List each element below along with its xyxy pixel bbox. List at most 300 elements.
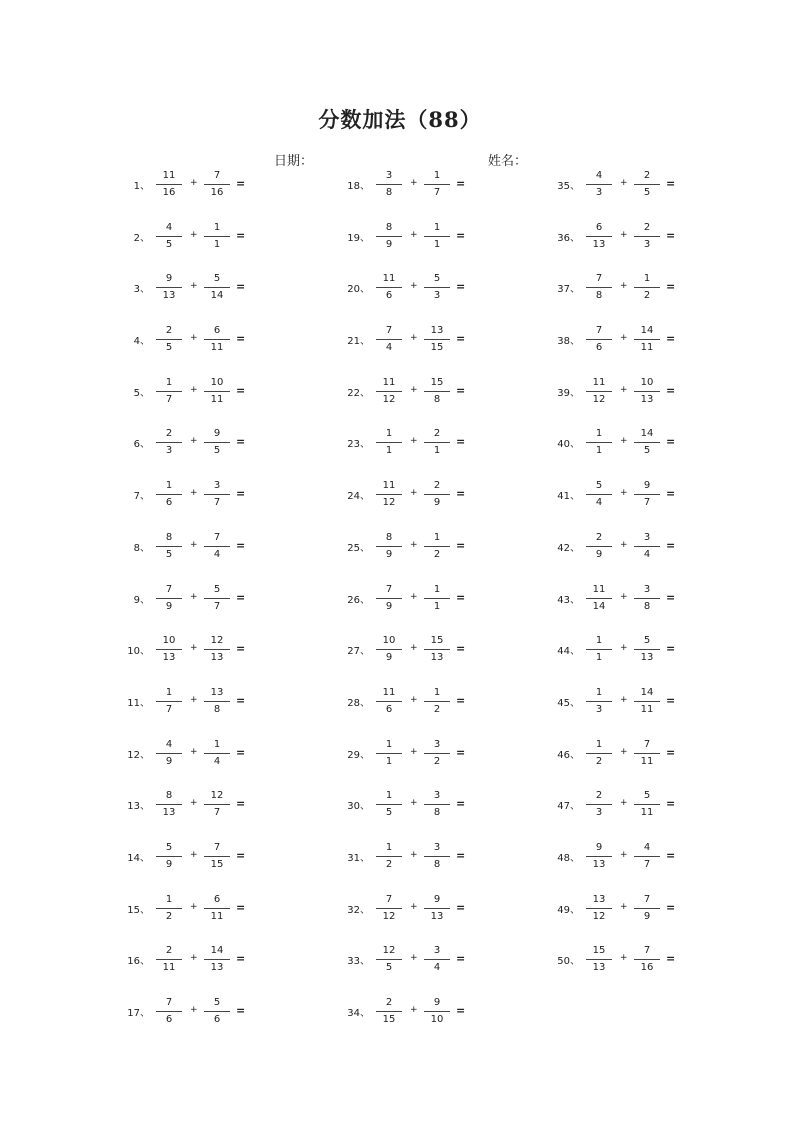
plus-sign: + — [620, 333, 628, 344]
denominator: 12 — [382, 497, 396, 509]
problem-item — [112, 315, 332, 367]
denominator: 4 — [385, 342, 393, 354]
fraction-first — [156, 325, 182, 354]
denominator: 14 — [592, 600, 606, 612]
plus-sign: + — [410, 798, 418, 809]
denominator: 11 — [210, 393, 224, 405]
fraction-second — [204, 739, 230, 768]
plus-sign: + — [410, 436, 418, 447]
numerator: 9 — [204, 428, 230, 443]
fraction-second — [204, 584, 230, 613]
numerator: 1 — [156, 480, 182, 495]
denominator: 13 — [162, 807, 176, 819]
numerator: 1 — [204, 739, 230, 754]
problem-number: 40、 — [557, 439, 580, 451]
plus-sign: + — [190, 384, 198, 395]
numerator: 10 — [204, 377, 230, 392]
problem-item — [332, 625, 552, 677]
plus-sign: + — [620, 436, 628, 447]
numerator: 1 — [424, 222, 450, 237]
denominator: 13 — [162, 652, 176, 664]
numerator: 1 — [424, 532, 450, 547]
fraction-first — [586, 325, 612, 354]
fraction-first — [156, 428, 182, 457]
fraction-first — [156, 170, 182, 199]
equals-sign: = — [236, 280, 246, 294]
fraction-second — [204, 273, 230, 302]
problem-number: 45、 — [557, 697, 580, 709]
fraction-second — [634, 635, 660, 664]
numerator: 2 — [424, 480, 450, 495]
denominator: 9 — [385, 548, 393, 560]
denominator: 5 — [385, 807, 393, 819]
equals-sign: = — [456, 383, 466, 397]
fraction-second — [424, 273, 450, 302]
denominator: 1 — [385, 755, 393, 767]
denominator: 5 — [643, 445, 651, 457]
problem-number: 2、 — [133, 232, 150, 244]
plus-sign: + — [190, 488, 198, 499]
denominator: 8 — [433, 807, 441, 819]
numerator: 7 — [634, 739, 660, 754]
numerator: 1 — [586, 428, 612, 443]
numerator: 11 — [376, 687, 402, 702]
fraction-second — [424, 170, 450, 199]
equals-sign: = — [236, 332, 246, 346]
numerator: 1 — [376, 842, 402, 857]
problem-number: 1、 — [133, 181, 150, 192]
numerator: 1 — [376, 739, 402, 754]
problem-item — [112, 367, 332, 419]
plus-sign: + — [410, 901, 418, 912]
problem-number: 14、 — [127, 852, 150, 864]
plus-sign: + — [620, 281, 628, 292]
denominator: 13 — [210, 652, 224, 664]
denominator: 4 — [595, 497, 603, 509]
equals-sign: = — [236, 228, 246, 242]
denominator: 13 — [162, 290, 176, 302]
problem-item — [332, 935, 552, 987]
problem-number: 41、 — [557, 491, 580, 503]
numerator: 14 — [634, 325, 660, 340]
numerator: 1 — [204, 222, 230, 237]
problem-item — [112, 574, 332, 626]
denominator: 11 — [640, 755, 654, 767]
numerator: 6 — [204, 894, 230, 909]
problem-item — [542, 832, 762, 884]
fraction-first — [156, 377, 182, 406]
equals-sign: = — [236, 642, 246, 656]
numerator: 7 — [204, 170, 230, 185]
fraction-first — [586, 945, 612, 974]
plus-sign: + — [410, 539, 418, 550]
problem-item — [112, 832, 332, 884]
fraction-first — [586, 273, 612, 302]
equals-sign: = — [456, 848, 466, 862]
numerator: 5 — [204, 584, 230, 599]
fraction-first — [586, 790, 612, 819]
problem-item — [112, 625, 332, 677]
denominator: 7 — [213, 807, 221, 819]
problem-item — [332, 574, 552, 626]
problem-number: 27、 — [347, 646, 370, 658]
numerator: 7 — [376, 584, 402, 599]
denominator: 2 — [165, 910, 173, 922]
denominator: 8 — [433, 858, 441, 870]
problem-number: 28、 — [347, 697, 370, 709]
fraction-first — [156, 635, 182, 664]
fraction-second — [204, 635, 230, 664]
fraction-first — [156, 842, 182, 871]
problem-item — [332, 884, 552, 936]
equals-sign: = — [666, 642, 676, 656]
denominator: 12 — [592, 910, 606, 922]
numerator: 2 — [634, 222, 660, 237]
equals-sign: = — [666, 228, 676, 242]
numerator: 9 — [424, 894, 450, 909]
problem-item — [542, 625, 762, 677]
problem-item — [332, 677, 552, 729]
problem-item — [112, 470, 332, 522]
denominator: 11 — [210, 910, 224, 922]
fraction-second — [634, 584, 660, 613]
denominator: 9 — [165, 755, 173, 767]
numerator: 11 — [376, 480, 402, 495]
denominator: 7 — [433, 187, 441, 198]
numerator: 6 — [204, 325, 230, 340]
problem-item — [542, 160, 762, 212]
denominator: 7 — [165, 393, 173, 405]
fraction-second — [204, 377, 230, 406]
numerator: 14 — [634, 687, 660, 702]
problem-number: 26、 — [347, 594, 370, 606]
numerator: 2 — [376, 997, 402, 1012]
problem-item — [332, 418, 552, 470]
fraction-first — [376, 377, 402, 406]
numerator: 7 — [376, 325, 402, 340]
fraction-second — [634, 739, 660, 768]
denominator: 12 — [382, 393, 396, 405]
numerator: 2 — [156, 325, 182, 340]
numerator: 10 — [634, 377, 660, 392]
equals-sign: = — [666, 332, 676, 346]
fraction-first — [376, 894, 402, 923]
problem-number: 31、 — [347, 852, 370, 864]
numerator: 8 — [376, 222, 402, 237]
fraction-second — [204, 170, 230, 199]
numerator: 7 — [586, 273, 612, 288]
plus-sign: + — [190, 849, 198, 860]
denominator: 5 — [165, 342, 173, 354]
fraction-second — [424, 584, 450, 613]
numerator: 12 — [204, 790, 230, 805]
plus-sign: + — [620, 901, 628, 912]
equals-sign: = — [236, 487, 246, 501]
problem-item — [332, 780, 552, 832]
denominator: 3 — [595, 187, 603, 198]
denominator: 2 — [433, 755, 441, 767]
denominator: 4 — [213, 755, 221, 767]
problem-number: 38、 — [557, 336, 580, 348]
plus-sign: + — [190, 953, 198, 964]
numerator: 12 — [204, 635, 230, 650]
denominator: 6 — [213, 1014, 221, 1025]
denominator: 13 — [592, 962, 606, 974]
problem-number: 50、 — [557, 956, 580, 968]
numerator: 7 — [156, 997, 182, 1012]
numerator: 5 — [204, 997, 230, 1012]
numerator: 8 — [156, 532, 182, 547]
denominator: 13 — [430, 910, 444, 922]
equals-sign: = — [666, 590, 676, 604]
denominator: 5 — [643, 187, 651, 198]
equals-sign: = — [236, 848, 246, 862]
fraction-second — [204, 532, 230, 561]
numerator: 7 — [634, 945, 660, 960]
problem-item — [112, 263, 332, 315]
problem-item — [542, 677, 762, 729]
numerator: 15 — [586, 945, 612, 960]
equals-sign: = — [666, 383, 676, 397]
problem-item — [542, 574, 762, 626]
fraction-first — [376, 687, 402, 716]
problem-item — [542, 367, 762, 419]
fraction-second — [634, 170, 660, 199]
equals-sign: = — [456, 797, 466, 811]
numerator: 15 — [424, 635, 450, 650]
plus-sign: + — [410, 384, 418, 395]
denominator: 1 — [213, 238, 221, 250]
problem-item — [542, 263, 762, 315]
numerator: 5 — [424, 273, 450, 288]
equals-sign: = — [236, 745, 246, 759]
fraction-first — [586, 842, 612, 871]
problem-number: 43、 — [557, 594, 580, 606]
problem-number: 47、 — [557, 801, 580, 813]
fraction-second — [424, 894, 450, 923]
fraction-second — [204, 480, 230, 509]
problem-item — [542, 418, 762, 470]
fraction-second — [634, 428, 660, 457]
fraction-second — [204, 428, 230, 457]
fraction-first — [376, 480, 402, 509]
denominator: 6 — [385, 703, 393, 715]
problem-number: 23、 — [347, 439, 370, 451]
denominator: 9 — [643, 910, 651, 922]
denominator: 2 — [433, 703, 441, 715]
problem-number: 29、 — [347, 749, 370, 761]
fraction-second — [204, 325, 230, 354]
fraction-first — [376, 428, 402, 457]
equals-sign: = — [236, 538, 246, 552]
plus-sign: + — [620, 178, 628, 188]
fraction-second — [204, 687, 230, 716]
problem-number: 9、 — [133, 594, 150, 606]
denominator: 15 — [430, 342, 444, 354]
fraction-first — [376, 170, 402, 199]
denominator: 11 — [640, 703, 654, 715]
fraction-second — [424, 842, 450, 871]
plus-sign: + — [620, 953, 628, 964]
plus-sign: + — [410, 746, 418, 757]
denominator: 9 — [595, 548, 603, 560]
problem-item — [112, 160, 332, 212]
fraction-first — [376, 945, 402, 974]
problem-number: 18、 — [347, 181, 370, 192]
problem-item — [332, 315, 552, 367]
denominator: 16 — [640, 962, 654, 974]
plus-sign: + — [190, 746, 198, 757]
denominator: 6 — [165, 497, 173, 509]
problem-number: 21、 — [347, 336, 370, 348]
denominator: 1 — [595, 445, 603, 457]
denominator: 3 — [433, 290, 441, 302]
numerator: 8 — [376, 532, 402, 547]
equals-sign: = — [456, 1004, 466, 1017]
fraction-first — [156, 790, 182, 819]
fraction-second — [634, 273, 660, 302]
problem-number: 10、 — [127, 646, 150, 658]
numerator: 1 — [586, 687, 612, 702]
fraction-first — [586, 739, 612, 768]
equals-sign: = — [236, 435, 246, 449]
problem-number: 33、 — [347, 956, 370, 968]
equals-sign: = — [666, 280, 676, 294]
numerator: 4 — [586, 170, 612, 185]
fraction-second — [424, 480, 450, 509]
equals-sign: = — [236, 900, 246, 914]
problem-item — [112, 729, 332, 781]
problem-number: 46、 — [557, 749, 580, 761]
fraction-second — [204, 842, 230, 871]
numerator: 8 — [156, 790, 182, 805]
fraction-second — [424, 997, 450, 1026]
fraction-second — [204, 222, 230, 251]
denominator: 1 — [595, 652, 603, 664]
denominator: 8 — [213, 703, 221, 715]
numerator: 2 — [424, 428, 450, 443]
numerator: 1 — [156, 377, 182, 392]
fraction-second — [424, 687, 450, 716]
numerator: 2 — [156, 945, 182, 960]
problem-number: 20、 — [347, 284, 370, 296]
equals-sign: = — [456, 590, 466, 604]
fraction-second — [424, 532, 450, 561]
denominator: 8 — [595, 290, 603, 302]
problem-number: 35、 — [557, 181, 580, 192]
fraction-second — [634, 377, 660, 406]
plus-sign: + — [190, 178, 198, 188]
problem-item — [332, 987, 552, 1039]
fraction-first — [376, 532, 402, 561]
problem-number: 36、 — [557, 232, 580, 244]
denominator: 2 — [433, 548, 441, 560]
problem-item — [332, 160, 552, 212]
plus-sign: + — [410, 643, 418, 654]
problem-number: 7、 — [133, 491, 150, 503]
equals-sign: = — [666, 487, 676, 501]
denominator: 4 — [643, 548, 651, 560]
problem-number: 34、 — [347, 1008, 370, 1019]
equals-sign: = — [236, 952, 246, 966]
denominator: 5 — [165, 238, 173, 250]
denominator: 16 — [210, 187, 224, 198]
plus-sign: + — [410, 953, 418, 964]
fraction-second — [424, 222, 450, 251]
denominator: 1 — [385, 445, 393, 457]
numerator: 1 — [156, 894, 182, 909]
denominator: 5 — [165, 548, 173, 560]
numerator: 1 — [156, 687, 182, 702]
denominator: 11 — [210, 342, 224, 354]
denominator: 7 — [165, 703, 173, 715]
plus-sign: + — [190, 694, 198, 705]
fraction-second — [634, 842, 660, 871]
numerator: 2 — [586, 790, 612, 805]
numerator: 1 — [586, 739, 612, 754]
fraction-second — [424, 635, 450, 664]
fraction-first — [376, 635, 402, 664]
plus-sign: + — [410, 694, 418, 705]
equals-sign: = — [236, 590, 246, 604]
equals-sign: = — [666, 900, 676, 914]
fraction-first — [376, 739, 402, 768]
problem-column-3 — [542, 160, 762, 987]
problem-number: 24、 — [347, 491, 370, 503]
problem-item — [112, 987, 332, 1039]
numerator: 7 — [586, 325, 612, 340]
fraction-second — [634, 790, 660, 819]
plus-sign: + — [410, 849, 418, 860]
fraction-second — [204, 997, 230, 1026]
equals-sign: = — [666, 538, 676, 552]
denominator: 2 — [643, 290, 651, 302]
plus-sign: + — [410, 281, 418, 292]
equals-sign: = — [456, 332, 466, 346]
fraction-first — [376, 790, 402, 819]
numerator: 4 — [156, 739, 182, 754]
denominator: 9 — [165, 858, 173, 870]
denominator: 11 — [162, 962, 176, 974]
equals-sign: = — [456, 745, 466, 759]
plus-sign: + — [620, 746, 628, 757]
equals-sign: = — [456, 177, 466, 190]
equals-sign: = — [666, 435, 676, 449]
denominator: 3 — [595, 703, 603, 715]
problem-item — [542, 935, 762, 987]
denominator: 6 — [385, 290, 393, 302]
fraction-first — [586, 428, 612, 457]
plus-sign: + — [190, 539, 198, 550]
denominator: 8 — [433, 393, 441, 405]
fraction-second — [204, 945, 230, 974]
problem-number: 42、 — [557, 542, 580, 554]
numerator: 4 — [634, 842, 660, 857]
numerator: 1 — [376, 428, 402, 443]
denominator: 13 — [592, 858, 606, 870]
numerator: 9 — [586, 842, 612, 857]
fraction-second — [634, 480, 660, 509]
numerator: 7 — [634, 894, 660, 909]
fraction-first — [586, 584, 612, 613]
fraction-second — [424, 325, 450, 354]
fraction-first — [156, 894, 182, 923]
plus-sign: + — [620, 229, 628, 240]
denominator: 4 — [213, 548, 221, 560]
fraction-first — [586, 222, 612, 251]
plus-sign: + — [190, 643, 198, 654]
fraction-first — [586, 687, 612, 716]
